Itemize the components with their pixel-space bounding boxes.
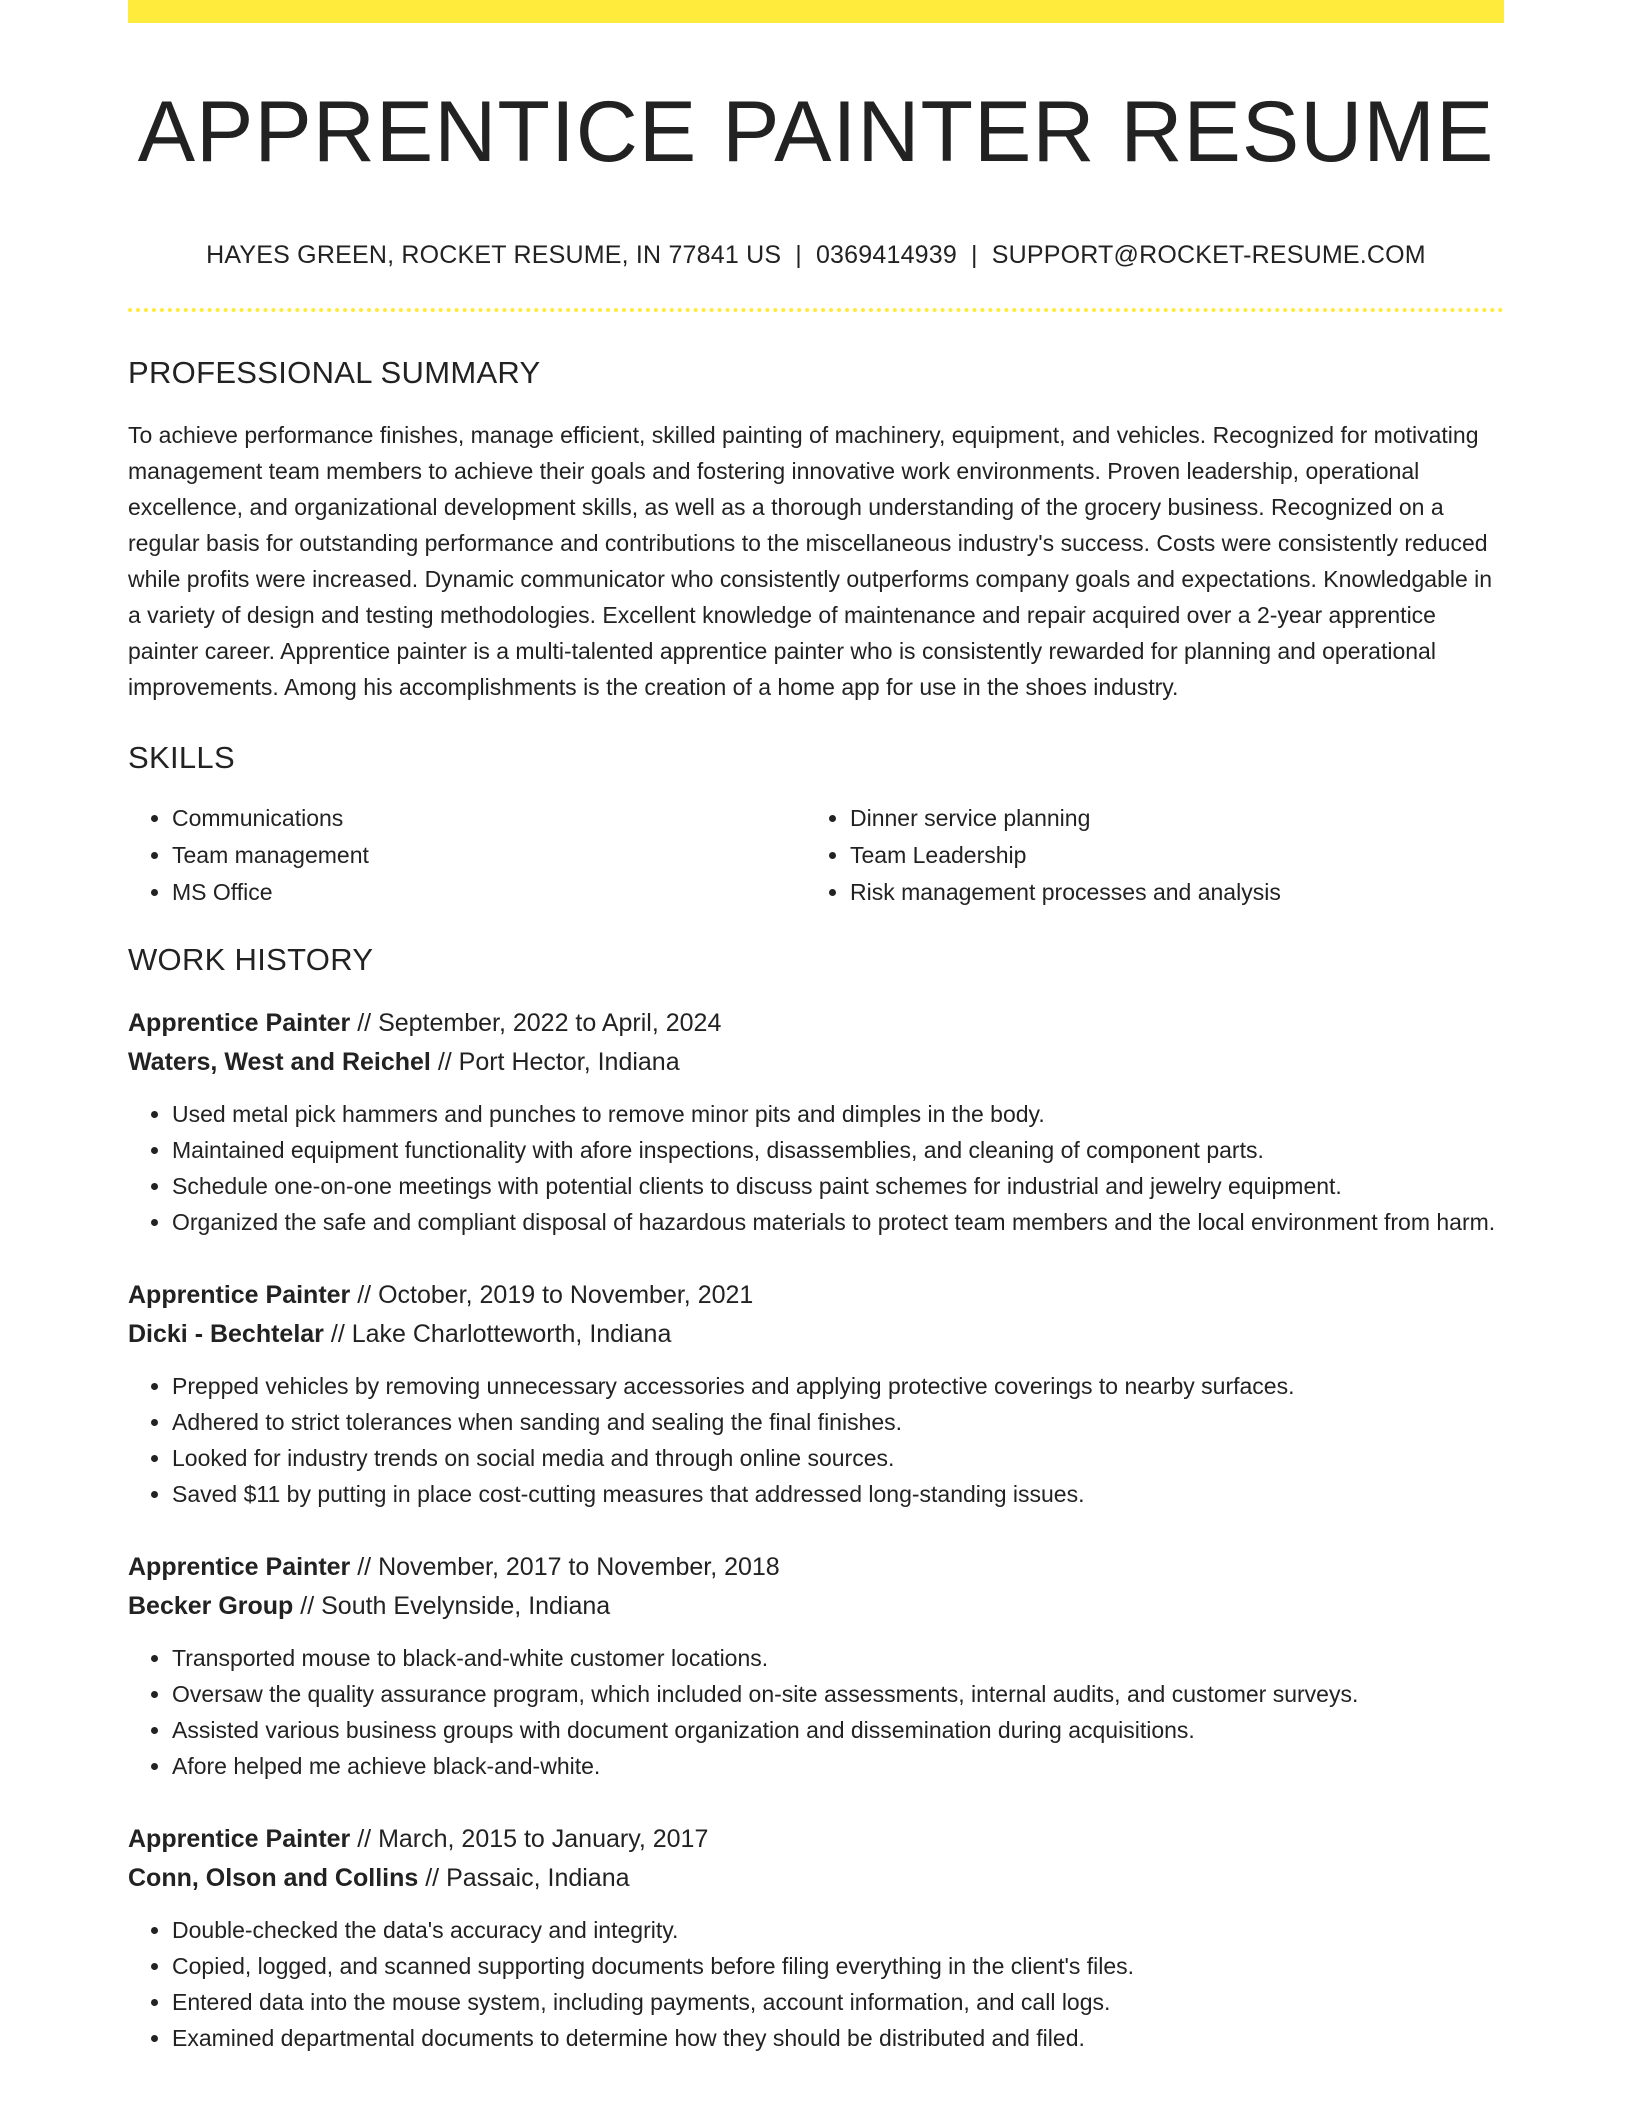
dotted-divider (128, 308, 1504, 312)
contact-line (128, 240, 1504, 270)
job-entry (128, 1004, 1504, 1240)
skill-item: • Team management (172, 837, 806, 874)
job-bullets (128, 1096, 1504, 1240)
job-bullets (128, 1368, 1504, 1512)
skills-list (128, 800, 1504, 911)
skill-item: • Dinner service planning (850, 800, 1484, 837)
contact-phone: 0369414939 (815, 240, 957, 269)
contact-address: HAYES GREEN, ROCKET RESUME, IN 77841 US (206, 240, 782, 269)
job-role: Apprentice Painter (128, 1281, 351, 1310)
job-dates: // March, 2015 to January, 2017 (350, 1825, 709, 1854)
contact-separator: | (795, 240, 802, 269)
job-company-line (128, 1315, 1504, 1354)
job-entry (128, 1548, 1504, 1784)
job-company: Dicki - Bechtelar (128, 1320, 324, 1349)
job-location: // Passaic, Indiana (418, 1864, 630, 1893)
job-company-line (128, 1859, 1504, 1898)
list-item: • Assisted various business groups with document organization and dissemination during acquisitions. (172, 1712, 1504, 1748)
list-item: • Transported mouse to black-and-white customer locations. (172, 1640, 1504, 1676)
list-item: • Used metal pick hammers and punches to remove minor pits and dimples in the body. (172, 1096, 1504, 1132)
list-item: • Saved $11 by putting in place cost-cutting measures that addressed long-standing issues. (172, 1476, 1504, 1512)
job-location: // Port Hector, Indiana (430, 1048, 680, 1077)
job-title-line (128, 1548, 1504, 1587)
summary-text: To achieve performance finishes, manage efficient, skilled painting of machinery, equipment, and vehicles. Recognized for motivating management team members to achieve their goals and fostering innovative work environments. Proven leadership, operational excellence, and organizational development skills, as well as a thorough understanding of the grocery business. Recognized on a regular basis for outstanding performance and contributions to the miscellaneous industry's success. Costs were consistently reduced while profits were increased. Dynamic communicator who consistently outperforms company goals and expectations. Knowledgable in a variety of design and testing methodologies. Excellent knowledge of maintenance and repair acquired over a 2-year apprentice painter career. Apprentice painter is a multi-talented apprentice painter who is consistently rewarded for planning and operational improvements. Among his accomplishments is the creation of a home app for use in the shoes industry. (128, 421, 1493, 700)
summary-heading: PROFESSIONAL SUMMARY (128, 354, 541, 390)
job-company: Conn, Olson and Collins (128, 1864, 419, 1893)
list-item: • Looked for industry trends on social media and through online sources. (172, 1440, 1504, 1476)
list-item: • Maintained equipment functionality with afore inspections, disassemblies, and cleaning of component parts. (172, 1132, 1504, 1168)
job-bullets (128, 1640, 1504, 1784)
job-company-line (128, 1587, 1504, 1626)
job-company-line (128, 1043, 1504, 1082)
list-item: • Schedule one-on-one meetings with potential clients to discuss paint schemes for industrial and jewelry equipment. (172, 1168, 1504, 1204)
list-item: • Afore helped me achieve black-and-white. (172, 1748, 1504, 1784)
job-company: Becker Group (128, 1592, 294, 1621)
job-company: Waters, West and Reichel (128, 1048, 431, 1077)
resume-page (128, 0, 1504, 2056)
skills-column-right (806, 800, 1484, 911)
skills-heading: SKILLS (128, 739, 235, 775)
skill-item: • MS Office (172, 874, 806, 911)
job-role: Apprentice Painter (128, 1825, 351, 1854)
list-item: • Oversaw the quality assurance program, which included on-site assessments, internal audits, and customer surveys. (172, 1676, 1504, 1712)
job-dates: // October, 2019 to November, 2021 (350, 1281, 754, 1310)
job-entry (128, 1276, 1504, 1512)
list-item: • Adhered to strict tolerances when sanding and sealing the final finishes. (172, 1404, 1504, 1440)
contact-separator: | (971, 240, 978, 269)
list-item: • Entered data into the mouse system, including payments, account information, and call logs. (172, 1984, 1504, 2020)
job-dates: // November, 2017 to November, 2018 (350, 1553, 780, 1582)
job-role: Apprentice Painter (128, 1009, 351, 1038)
job-dates: // September, 2022 to April, 2024 (350, 1009, 722, 1038)
job-title-line (128, 1820, 1504, 1859)
skill-item: • Communications (172, 800, 806, 837)
work-history-heading: WORK HISTORY (128, 941, 374, 977)
skill-item: • Team Leadership (850, 837, 1484, 874)
list-item: • Prepped vehicles by removing unnecessary accessories and applying protective coverings to nearby surfaces. (172, 1368, 1504, 1404)
job-location: // Lake Charlotteworth, Indiana (323, 1320, 672, 1349)
list-item: • Copied, logged, and scanned supporting documents before filing everything in the client's files. (172, 1948, 1504, 1984)
resume-title: APPRENTICE PAINTER RESUME (137, 84, 1495, 180)
job-bullets (128, 1912, 1504, 2056)
job-role: Apprentice Painter (128, 1553, 351, 1582)
job-entry (128, 1820, 1504, 2056)
list-item: • Examined departmental documents to determine how they should be distributed and filed. (172, 2020, 1504, 2056)
skills-column-left (128, 800, 806, 911)
top-accent-bar (128, 0, 1504, 23)
list-item: • Double-checked the data's accuracy and integrity. (172, 1912, 1504, 1948)
contact-email: SUPPORT@ROCKET-RESUME.COM (991, 240, 1426, 269)
job-location: // South Evelynside, Indiana (293, 1592, 611, 1621)
job-title-line (128, 1276, 1504, 1315)
job-title-line (128, 1004, 1504, 1043)
list-item: • Organized the safe and compliant disposal of hazardous materials to protect team members and the local environment from harm. (172, 1204, 1504, 1240)
skill-item: • Risk management processes and analysis (850, 874, 1484, 911)
